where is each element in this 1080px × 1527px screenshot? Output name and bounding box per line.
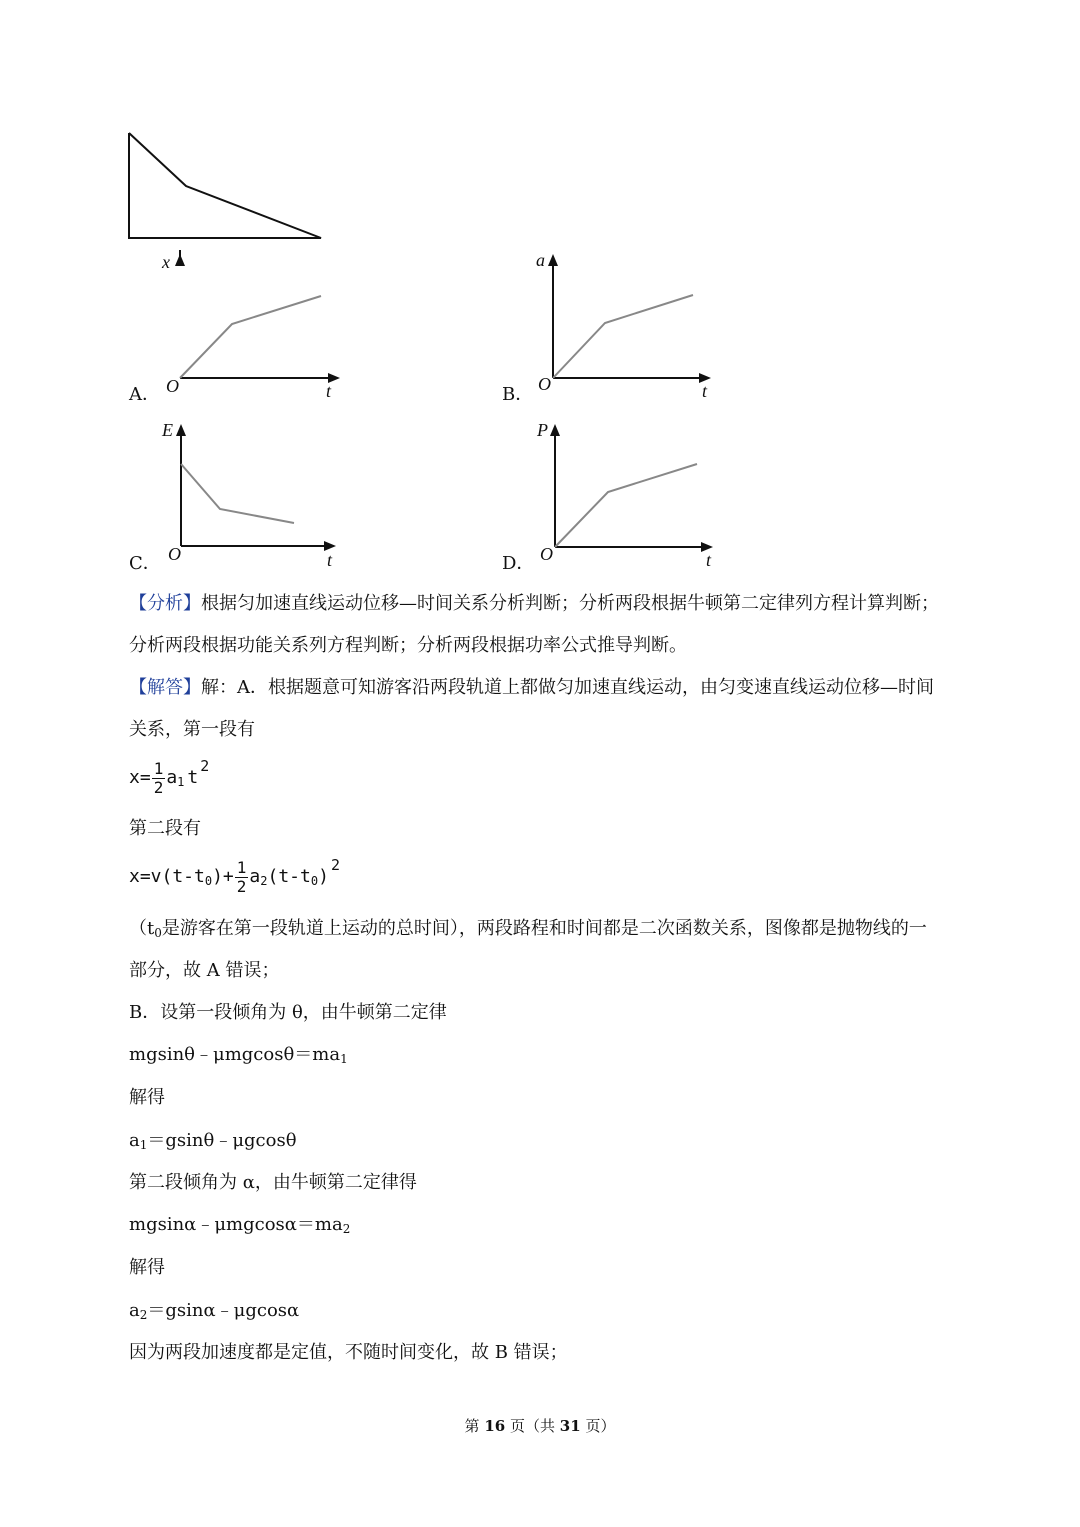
graph-d-curve [555, 464, 697, 547]
graph-a-origin: O [166, 376, 179, 396]
answer-line-5: 部分，故 A 错误； [129, 960, 280, 981]
equation-1: x= $\frac{1}{2}$ $a_1$ $t^2$ [129, 757, 210, 797]
graph-d-xlabel: t [706, 550, 712, 570]
analysis-text-1: 根据匀加速直线运动位移—时间关系分析判断；分析两段根据牛顿第二定律列方程计算判断； [201, 593, 939, 614]
answer-tag: 【解答】 [129, 677, 201, 698]
track-outline [129, 133, 321, 238]
track-diagram [0, 0, 1080, 260]
answer-line-10: 第二段倾角为 α，由牛顿第二定律得 [129, 1172, 417, 1193]
answer-line-3: 第二段有 [129, 818, 201, 839]
graph-b-curve [553, 295, 693, 378]
graph-a-xlabel: t [326, 381, 332, 401]
total-pages: 31 [559, 1417, 581, 1435]
answer-line-14: 因为两段加速度都是定值，不随时间变化，故 B 错误； [129, 1342, 568, 1363]
graph-b-ylabel: a [536, 250, 545, 270]
eq1-fraction: $\frac{1}{2}$ [153, 758, 164, 797]
option-b-letter: B． [502, 384, 534, 405]
graph-a-curve [180, 296, 321, 378]
page-footer: 第 16 页（共 31 页） [464, 1417, 616, 1435]
analysis-line-2: 分析两段根据功能关系列方程判断；分析两段根据功率公式推导判断。 [129, 635, 687, 656]
graph-b-xlabel: t [702, 381, 708, 401]
eq1-lhs: x= [129, 767, 151, 788]
eq2-fraction: $\frac{1}{2}$ [236, 857, 247, 896]
equation-2: $x=v(t-t_0)+$ $\frac{1}{2}$ $a_2(t-t_0)^2$ [129, 856, 340, 896]
option-a-letter: A． [129, 384, 160, 405]
answer-line-9: $a_1=gsin\theta﹣\mu gcos\theta$ [129, 1130, 297, 1152]
graph-a-ylabel: x [162, 252, 170, 272]
current-page: 16 [484, 1417, 506, 1435]
option-c-letter: C． [129, 553, 161, 574]
analysis-tag: 【分析】 [129, 593, 201, 614]
answer-line-13: $a_2=gsin\alpha﹣\mu gcos\alpha$ [129, 1300, 300, 1322]
graph-c-curve [181, 464, 294, 523]
answer-line-11: $mgsin\alpha﹣\mu mgcos\alpha=ma_2$ [129, 1214, 351, 1236]
graph-c-ylabel: E [162, 420, 173, 440]
answer-line-12: 解得 [129, 1257, 165, 1278]
answer-line-1 [129, 675, 934, 701]
graph-c-origin: O [168, 544, 181, 564]
answer-line-8: 解得 [129, 1087, 165, 1108]
answer-line-7: $mgsin\theta﹣\mu mgcos\theta=ma_1$ [129, 1044, 348, 1066]
answer-line-4: （$t_0$是游客在第一段轨道上运动的总时间），两段路程和时间都是二次函数关系，图像都是抛物线的一 [129, 918, 927, 940]
answer-line-6: B．设第一段倾角为 θ，由牛顿第二定律 [129, 1002, 447, 1023]
graph-d-ylabel: P [537, 420, 548, 440]
option-d-letter: D． [502, 553, 535, 574]
answer-text-1: 解：A．根据题意可知游客沿两段轨道上都做匀加速直线运动，由匀变速直线运动位移—时间 [201, 677, 934, 698]
graph-d-origin: O [540, 544, 553, 564]
analysis-line-1 [129, 591, 939, 617]
answer-line-2: 关系，第一段有 [129, 719, 255, 740]
graph-c-xlabel: t [327, 550, 333, 570]
graph-b-origin: O [538, 374, 551, 394]
